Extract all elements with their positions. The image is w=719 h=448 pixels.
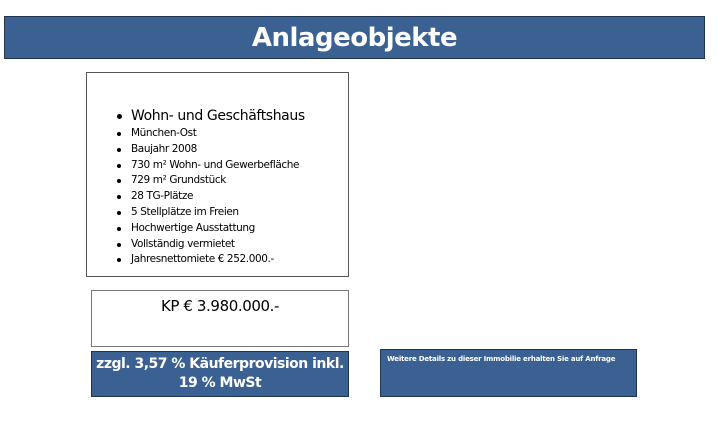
commission-banner	[91, 351, 349, 397]
details-request-text: Weitere Details zu dieser Immobilie erhalten Sie auf Anfrage	[387, 355, 616, 363]
property-features-panel	[86, 72, 349, 277]
feature-item-furnishing: Hochwertige Ausstattung	[117, 221, 305, 237]
property-type-headline: Wohn- und Geschäftshaus	[117, 106, 305, 126]
feature-item-living-area: 730 m² Wohn- und Gewerbefläche	[117, 158, 305, 174]
property-features-list	[117, 106, 305, 268]
commission-text: zzgl. 3,57 % Käuferprovision inkl. 19 % MwSt	[96, 356, 344, 391]
feature-item-location: München-Ost	[117, 126, 305, 142]
purchase-price-label: KP € 3.980.000.-	[160, 297, 280, 315]
feature-item-garage-spaces: 28 TG-Plätze	[117, 189, 305, 205]
page-title: Anlageobjekte	[251, 22, 458, 53]
feature-item-year-built: Baujahr 2008	[117, 142, 305, 158]
purchase-price-panel	[91, 290, 349, 347]
page-title-banner	[4, 16, 705, 59]
feature-item-outdoor-parking: 5 Stellplätze im Freien	[117, 205, 305, 221]
feature-item-plot-size: 729 m² Grundstück	[117, 173, 305, 189]
feature-item-occupancy: Vollständig vermietet	[117, 237, 305, 253]
feature-item-annual-rent: Jahresnettomiete € 252.000.-	[117, 252, 305, 268]
details-request-banner	[380, 349, 637, 397]
